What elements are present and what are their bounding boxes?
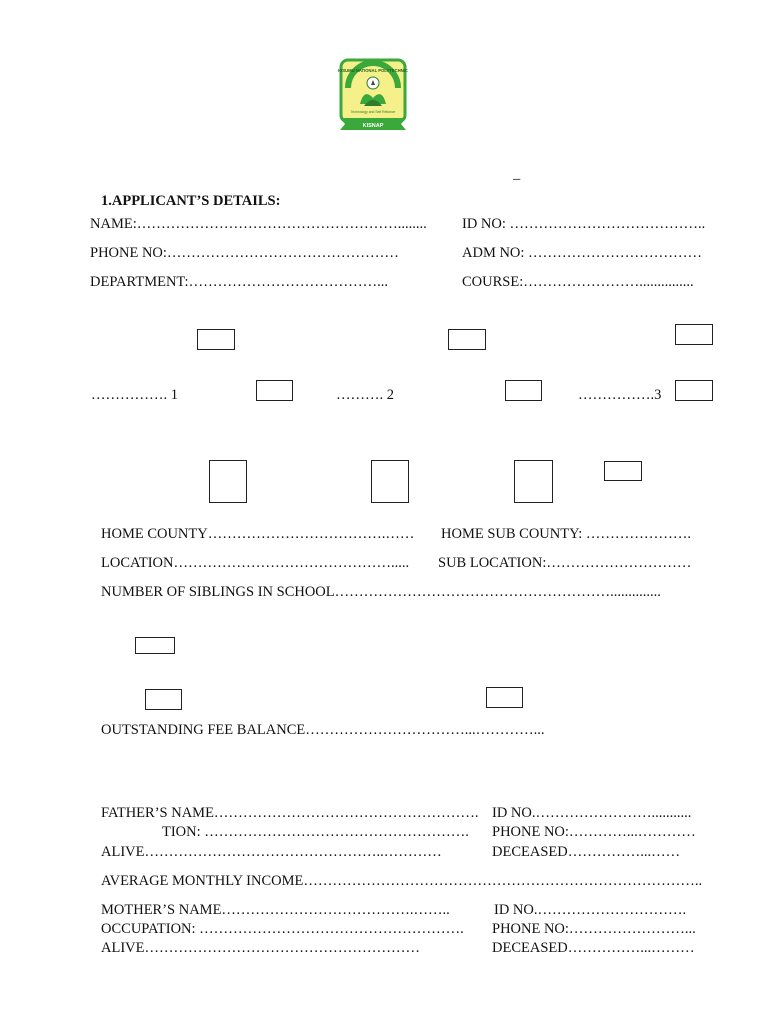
location-field[interactable]: LOCATION………………………………………..... [101, 555, 410, 571]
checkbox[interactable] [371, 460, 409, 503]
sub-location-field[interactable]: SUB LOCATION:………………………… [438, 555, 692, 571]
home-sub-county-field[interactable]: HOME SUB COUNTY: …………………. [441, 526, 692, 542]
checkbox[interactable] [209, 460, 247, 503]
father-occupation-field[interactable]: TION: ………………………………………………. [162, 824, 469, 840]
mother-id-field[interactable]: ID NO.…………………………. [494, 902, 687, 918]
checkbox[interactable] [505, 380, 542, 401]
father-phone-field[interactable]: PHONE NO:…………...………… [492, 824, 696, 840]
father-alive-field[interactable]: ALIVE…………………………………………..………… [101, 844, 442, 860]
section-heading-applicant: 1.APPLICANT’S DETAILS: [101, 193, 281, 209]
checkbox[interactable] [448, 329, 486, 350]
choice-1: ……………. 1 [91, 387, 178, 403]
choice-3: …………….3 [578, 387, 662, 403]
checkbox[interactable] [145, 689, 182, 710]
father-id-field[interactable]: ID NO.……………………........... [492, 805, 692, 821]
kisnap-logo [338, 58, 408, 134]
mother-deceased-field[interactable]: DECEASED……………...……… [492, 940, 695, 956]
adm-no-field[interactable]: ADM NO: ……………………………… [462, 245, 703, 261]
dash: – [513, 171, 521, 187]
father-name-field[interactable]: FATHER’S NAME………………………………………………. [101, 805, 479, 821]
father-deceased-field[interactable]: DECEASED……………...…… [492, 844, 681, 860]
course-field[interactable]: COURSE:……………………............... [462, 274, 694, 290]
checkbox[interactable] [486, 687, 523, 708]
home-county-field[interactable]: HOME COUNTY……………………………….…… [101, 526, 415, 542]
name-field[interactable]: NAME:………………………………………………........ [90, 216, 427, 232]
logo-arc-text: KISUMU NATIONAL POLYTECHNIC [338, 68, 408, 73]
mother-alive-field[interactable]: ALIVE………………………………………………… [101, 940, 420, 956]
checkbox[interactable] [135, 637, 175, 654]
mother-occupation-field[interactable]: OCCUPATION: ………………………………………………. [101, 921, 464, 937]
checkbox[interactable] [197, 329, 235, 350]
checkbox[interactable] [604, 461, 642, 481]
checkbox[interactable] [256, 380, 293, 401]
checkbox[interactable] [675, 380, 713, 401]
checkbox[interactable] [514, 460, 553, 503]
outstanding-fee-field[interactable]: OUTSTANDING FEE BALANCE……………………………...…………... [101, 722, 545, 738]
department-field[interactable]: DEPARTMENT:…………………………………... [90, 274, 388, 290]
average-income-field[interactable]: AVERAGE MONTHLY INCOME……………………………………………………………………….. [101, 873, 703, 889]
id-no-field[interactable]: ID NO: ………………………………….. [462, 216, 706, 232]
logo-banner: KISNAP [362, 123, 384, 129]
mother-name-field[interactable]: MOTHER’S NAME………………………………….…….. [101, 902, 450, 918]
phone-field[interactable]: PHONE NO:………………………………………… [90, 245, 399, 261]
checkbox[interactable] [675, 324, 713, 345]
logo-motto: Technology and Self Reliance [350, 110, 396, 114]
choice-2: ………. 2 [336, 387, 394, 403]
mother-phone-field[interactable]: PHONE NO:……………………... [492, 921, 696, 937]
siblings-field[interactable]: NUMBER OF SIBLINGS IN SCHOOL………………………………………………….............. [101, 584, 661, 600]
